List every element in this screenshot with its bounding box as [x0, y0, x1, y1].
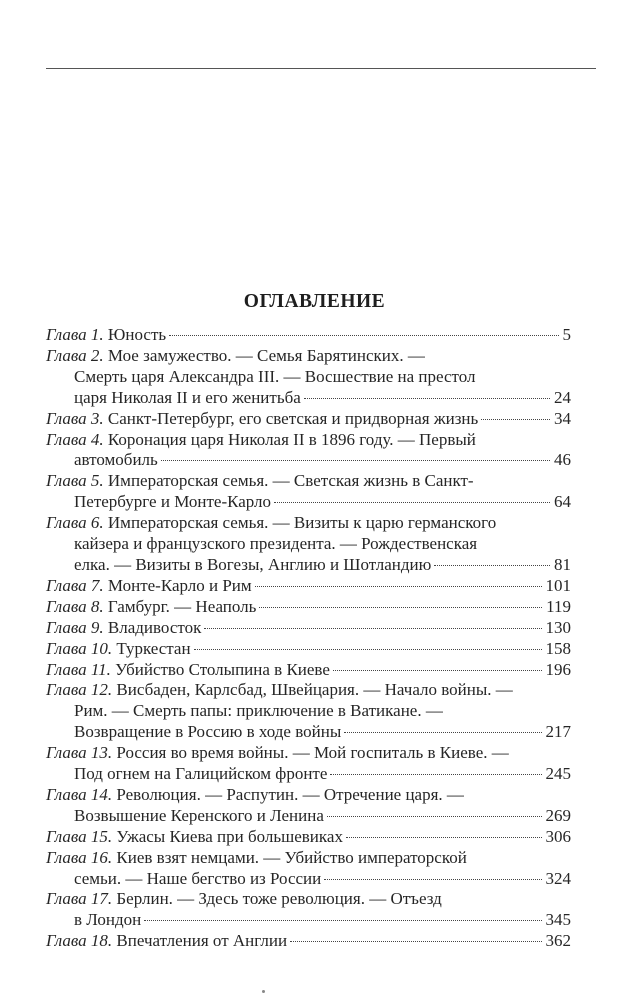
- footer-mark: [262, 990, 265, 993]
- page-number: 101: [545, 575, 571, 595]
- toc-entry[interactable]: [46, 680, 571, 743]
- entry-title: Рим. — Смерть папы: приключение в Ватикане. —: [74, 701, 443, 721]
- chapter-label: Глава 6.: [46, 513, 104, 533]
- dot-leader: [204, 628, 541, 629]
- entry-title: Юность: [107, 325, 167, 344]
- entry-title: царя Николая II и его женитьба: [74, 387, 301, 407]
- page-number: 269: [545, 805, 571, 825]
- entry-title: семьи. — Наше бегство из России: [74, 868, 322, 888]
- page-number: 196: [545, 659, 571, 679]
- toc-entry[interactable]: [46, 597, 571, 618]
- toc-entry[interactable]: [46, 848, 571, 890]
- chapter-label: Глава 1.: [46, 325, 104, 344]
- top-rule: [46, 68, 596, 69]
- toc-entry[interactable]: [46, 660, 571, 681]
- dot-leader: [324, 879, 541, 880]
- entry-title: Возвращение в Россию в ходе войны: [74, 722, 342, 742]
- page-number: 5: [562, 325, 571, 344]
- toc-entry[interactable]: [46, 931, 571, 952]
- dot-leader: [481, 419, 550, 420]
- chapter-label: Глава 3.: [46, 408, 104, 428]
- toc-entry[interactable]: [46, 576, 571, 597]
- entry-title: Под огнем на Галицийском фронте: [74, 764, 328, 784]
- toc-entry[interactable]: [46, 346, 571, 409]
- dot-leader: [169, 335, 558, 336]
- dot-leader: [144, 920, 541, 921]
- entry-title: Киев взят немцами. — Убийство императорской: [116, 847, 467, 867]
- toc-entry[interactable]: [46, 618, 571, 639]
- dot-leader: [330, 774, 541, 775]
- dot-leader: [274, 502, 550, 503]
- toc-entry[interactable]: [46, 409, 571, 430]
- dot-leader: [434, 565, 550, 566]
- page-number: 362: [545, 931, 571, 951]
- chapter-label: Глава 4.: [46, 429, 104, 449]
- page-number: 46: [554, 450, 571, 470]
- entry-title: Впечатления от Англии: [116, 931, 288, 951]
- entry-title: Императорская семья. — Визиты к царю германского: [107, 513, 497, 533]
- toc-entry[interactable]: [46, 889, 571, 931]
- toc-entry[interactable]: [46, 743, 571, 785]
- chapter-label: Глава 8.: [46, 596, 104, 616]
- page-title: ОГЛАВЛЕНИЕ: [243, 291, 386, 312]
- entry-title: Владивосток: [107, 617, 202, 637]
- page-number: 119: [546, 596, 571, 616]
- entry-title: Ужасы Киева при большевиках: [116, 826, 343, 846]
- dot-leader: [344, 732, 541, 733]
- dot-leader: [255, 586, 542, 587]
- entry-title: елка. — Визиты в Вогезы, Англию и Шотландию: [74, 554, 432, 574]
- toc-entry[interactable]: [46, 513, 571, 576]
- chapter-label: Глава 15.: [46, 826, 113, 846]
- page-number: 345: [545, 910, 571, 930]
- page-number: 34: [554, 408, 571, 428]
- dot-leader: [327, 816, 542, 817]
- entry-title: кайзера и французского президента. — Рождественская: [74, 534, 478, 554]
- chapter-label: Глава 13.: [46, 743, 113, 763]
- dot-leader: [290, 941, 541, 942]
- entry-title: Висбаден, Карлсбад, Швейцария. — Начало войны. —: [116, 680, 513, 700]
- page-number: 64: [554, 492, 571, 512]
- page-number: 158: [545, 638, 571, 658]
- chapter-label: Глава 12.: [46, 680, 113, 700]
- entry-title: Петербурге и Монте-Карло: [74, 492, 272, 512]
- entry-title: Императорская семья. — Светская жизнь в Санкт-: [107, 471, 474, 491]
- chapter-label: Глава 5.: [46, 471, 104, 491]
- page-number: 306: [545, 826, 571, 846]
- chapter-label: Глава 9.: [46, 617, 104, 637]
- dot-leader: [346, 837, 542, 838]
- page-number: 217: [545, 722, 571, 742]
- entry-title: Россия во время войны. — Мой госпиталь в Киеве. —: [116, 743, 509, 763]
- chapter-label: Глава 16.: [46, 847, 113, 867]
- page-number: 81: [554, 554, 571, 574]
- toc-entry[interactable]: [46, 785, 571, 827]
- entry-title: Коронация царя Николая II в 1896 году. — Первый: [107, 429, 476, 449]
- toc-entry[interactable]: [46, 827, 571, 848]
- entry-title: автомобиль: [74, 450, 158, 470]
- table-of-contents: [46, 325, 571, 952]
- chapter-label: Глава 18.: [46, 931, 113, 951]
- toc-entry[interactable]: [46, 471, 571, 513]
- entry-title: Берлин. — Здесь тоже революция. — Отъезд: [116, 889, 442, 909]
- page-number: 324: [545, 868, 571, 888]
- entry-title: Монте-Карло и Рим: [107, 575, 252, 595]
- chapter-label: Глава 7.: [46, 575, 104, 595]
- chapter-label: Глава 10.: [46, 638, 113, 658]
- dot-leader: [304, 398, 550, 399]
- entry-title: в Лондон: [74, 910, 142, 930]
- dot-leader: [333, 670, 542, 671]
- dot-leader: [259, 607, 542, 608]
- page-number: 24: [554, 387, 571, 407]
- chapter-label: Глава 11.: [46, 659, 111, 679]
- entry-title: Убийство Столыпина в Киеве: [115, 659, 330, 679]
- dot-leader: [161, 460, 550, 461]
- page-number: 245: [545, 764, 571, 784]
- entry-title: Гамбург. — Неаполь: [107, 596, 257, 616]
- chapter-label: Глава 14.: [46, 784, 113, 804]
- entry-title: Мое замужество. — Семья Барятинских. —: [107, 345, 425, 365]
- page-number: 130: [545, 617, 571, 637]
- toc-entry[interactable]: [46, 430, 571, 472]
- toc-entry[interactable]: [46, 325, 571, 346]
- entry-title: Революция. — Распутин. — Отречение царя. —: [116, 784, 464, 804]
- entry-title: Туркестан: [116, 638, 191, 658]
- entry-title: Смерть царя Александра III. — Восшествие на престол: [74, 366, 476, 386]
- chapter-label: Глава 17.: [46, 889, 113, 909]
- toc-entry[interactable]: [46, 639, 571, 660]
- dot-leader: [194, 649, 542, 650]
- chapter-label: Глава 2.: [46, 345, 104, 365]
- entry-title: Санкт-Петербург, его светская и придворная жизнь: [107, 408, 479, 428]
- entry-title: Возвышение Керенского и Ленина: [74, 805, 324, 825]
